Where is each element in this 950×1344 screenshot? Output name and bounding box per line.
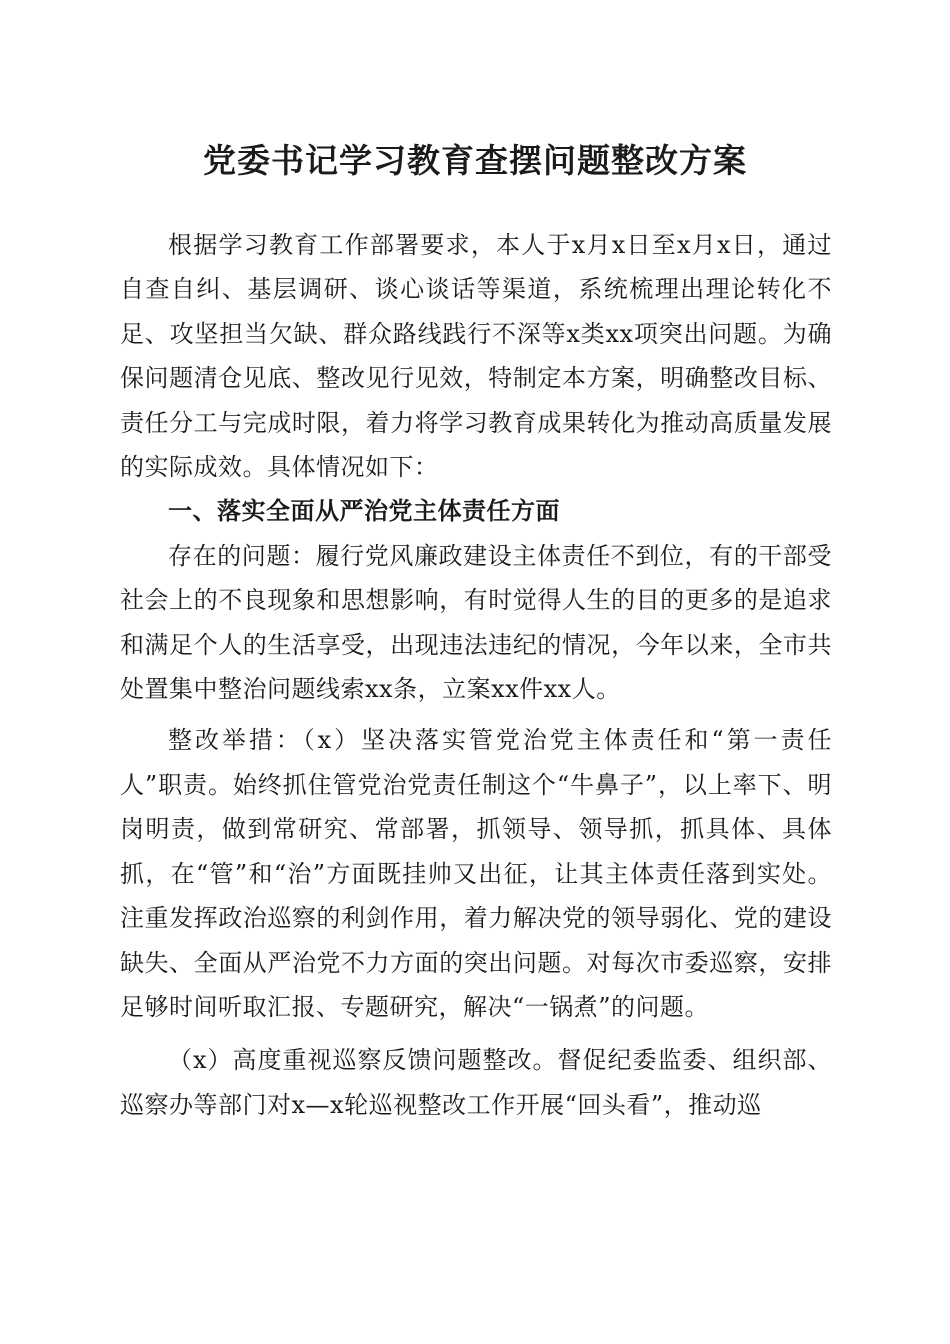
section-heading: 一、落实全面从严治党主体责任方面	[168, 497, 560, 526]
problem-paragraph: 存在的问题：履行党风廉政建设主体责任不到位，有的干部受社会上的不良现象和思想影响，有时觉得人生的目的更多的是追求和满足个人的生活享受，出现违法违纪的情况，今年以来，全市共处置集中整治问题线索xx条，立案xx件xx人。	[120, 541, 832, 704]
measures-paragraph: 整改举措：（x）坚决落实管党治党主体责任和“第一责任人”职责。始终抓住管党治党责任制这个“牛鼻子”，以上率下、明岗明责，做到常研究、常部署，抓领导、领导抓，抓具体、具体抓，在“管”和“治”方面既挂帅又出征，让其主体责任落到实处。注重发挥政治巡察的利剑作用，着力解决党的领导弱化、党的建设缺失、全面从严治党不力方面的突出问题。对每次市委巡察，安排足够时间听取汇报、专题研究，解决“一锅煮”的问题。	[120, 726, 832, 1021]
measure-2-paragraph: （x）高度重视巡察反馈问题整改。督促纪委监委、组织部、巡察办等部门对x—x轮巡视整改工作开展“回头看”，推动巡	[120, 1046, 832, 1119]
intro-paragraph: 根据学习教育工作部署要求，本人于x月x日至x月x日，通过自查自纠、基层调研、谈心谈话等渠道，系统梳理出理论转化不足、攻坚担当欠缺、群众路线践行不深等x类xx项突出问题。为确保问题清仓见底、整改见行见效，特制定本方案，明确整改目标、责任分工与完成时限，着力将学习教育成果转化为推动高质量发展的实际成效。具体情况如下：	[120, 231, 832, 482]
document-title: 党委书记学习教育查摆问题整改方案	[203, 141, 747, 180]
document-body	[120, 223, 832, 1127]
